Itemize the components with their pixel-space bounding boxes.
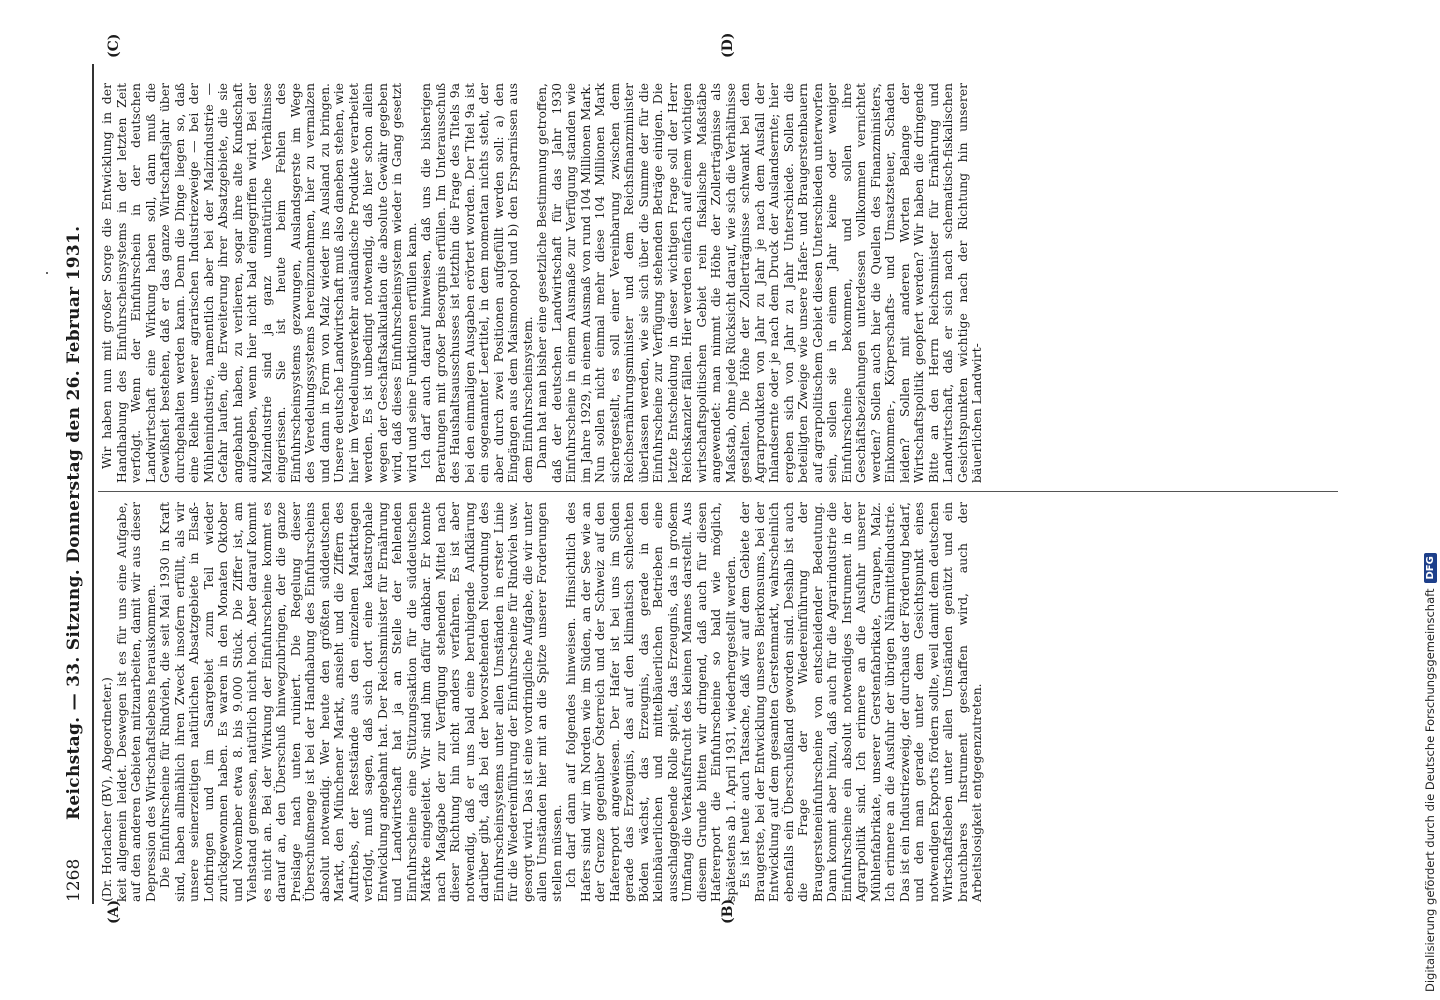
paragraph: Ich darf dann auf folgendes hinweisen. Hinsichtlich des Hafers sind wir im Norden wie im Süden, an der See wie an der Grenze gegenüber Österreich und der Schweiz auf den Hafererport angewiesen. Der Hafer ist bei uns im Süden gerade das Erzeugnis, das auf den klimatisch schlechten Böden wächst, das Erzeugnis, das gerade in den kleinbäuerlichen und mittelbäuerlichen Betrieben eine ausschlaggebende Rolle spielt, das Erzeugnis, das in großem Umfang die Verkaufsfrucht des kleinen Mannes darstellt. Aus diesem Grunde bitten wir dringend, daß auch für diesen Hafererport die Einfuhrscheine so bald wie möglich, spätestens ab 1. April 1931, wiederhergestellt werden.: [563, 502, 738, 902]
scan-speck: [46, 272, 48, 274]
speaker-line: (Dr. Horlacher (BV), Abgeordneter.): [99, 677, 114, 902]
left-text-column: [100, 502, 985, 902]
page-header-title: Reichstag. — 33. Sitzung. Donnerstag den 26. Februar 1931.: [64, 225, 84, 820]
column-rule: [98, 491, 1338, 492]
right-text-column: [100, 83, 985, 483]
paragraph: Die Einfuhrscheine für Rindvieh, die seit Mai 1930 in Kraft sind, haben allmählich ihren Zweck insofern erfüllt, als wir unsere seinerzeitigen natürlichen Absatzgebiete in Elsaß-Lothringen und im Saargebiet zum Teil wieder zurückgewonnen haben. Es waren in den Monaten Oktober und November etwa 8. bis 9.000 Stück. Die Ziffer ist, am Viehstand gemessen, natürlich nicht hoch. Aber darauf kommt es nicht an. Bei der Wirkung der Einfuhrscheine kommt es darauf an, den Überschuß hinwegzubringen, der die ganze Preislage nach unten ruiniert. Die Regelung dieser Überschußmenge ist bei der Handhabung des Einfuhrscheins absolut notwendig. Wer heute den größten süddeutschen Markt, den Münchener Markt, ansieht und die Ziffern des Auftriebs, der Reststände aus den einzelnen Markttagen verfolgt, muß sagen, daß sich dort eine katastrophale Entwicklung angebahnt hat. Der Reichsminister für Ernährung und Landwirtschaft hat ja an Stelle der fehlenden Einfuhrscheine eine Stützungsaktion für die süddeutschen Märkte eingeleitet. Wir sind ihm dafür dankbar. Er konnte nach Maßgabe der zur Verfügung stehenden Mittel nach dieser Richtung hin nicht anders verfahren. Es ist aber notwendig, daß er uns bald eine beruhigende Aufklärung darüber gibt, daß bei der bevorstehenden Neuordnung des Einfuhrscheinsystems unter allen Umständen in erster Linie für die Wiedereinführung der Einfuhrscheine für Rindvieh usw. gesorgt wird. Das ist eine vordringliche Aufgabe, die wir unter allen Umständen hier mit an die Spitze unserer Forderungen stellen müssen.: [157, 502, 564, 902]
page-number: 1268: [64, 858, 84, 902]
funding-credit: [1420, 0, 1440, 1000]
margin-marker-a: (A): [106, 899, 122, 924]
paragraph: keit allgemein leidet. Deswegen ist es für uns eine Aufgabe, auf den anderen Gebieten mitzuarbeiten, damit wir aus dieser Depression des Wirtschaftslebens herauskommen.: [113, 502, 158, 902]
margin-marker-d: (D): [720, 32, 736, 58]
paragraph: Es ist heute auch Tatsache, daß wir auf dem Gebiete der Braugerste, bei der Entwicklung unseres Bierkonsums, bei der Entwicklung auf dem gesamten Gerstenmarkt, wahrscheinlich ebenfalls ein Überschußland geworden sind. Deshalb ist auch die Frage der Wiedereinführung der Braugersteneinfuhrscheine von entscheidender Bedeutung. Dann kommt aber hinzu, daß auch für die Agrarindustrie die Einfuhrscheine ein absolut notwendiges Instrument in der Agrarpolitik sind. Ich erinnere an die Ausfuhr unserer Mühlenfabrikate, unserer Gerstenfabrikate, Graupen, Malz. Ich erinnere an die Ausfuhr der übrigen Nährmittelindustrie. Das ist ein Industriezweig, der durchaus der Förderung bedarf, und den man gerade unter dem Gesichtspunkt eines notwendigen Exports fördern sollte, weil damit dem deutschen Wirtschaftsleben unter allen Umständen genützt und ein brauchbares Instrument geschaffen wird, auch der Arbeitslosigkeit entgegenzutreten.: [737, 502, 984, 902]
margin-marker-b: (B): [720, 898, 736, 924]
paragraph: Dann hat man bisher eine gesetzliche Bestimmung getroffen, daß der deutschen Landwirtschaft für das Jahr 1930 Einfuhrscheine in einem Ausmaße zur Verfügung standen wie im Jahre 1929, in einem Ausmaß von rund 104 Millionen Mark. Nun sollen nicht einmal mehr diese 104 Millionen Mark sichergestellt, es soll einer Vereinbarung zwischen dem Reichsernährungsminister und dem Reichsfinanzminister überlassen werden, wie sie sich über die Summe der für die Einfuhrscheine zur Verfügung stehenden Beträge einigen. Die letzte Entscheidung in dieser wichtigen Frage soll der Herr Reichskanzler fällen. Hier werden einfach auf einem wichtigen wirtschaftspolitischen Gebiet rein fiskalische Maßstäbe angewendet: man nimmt die Höhe der Zollerträgnisse als Maßstab, ohne jede Rücksicht darauf, wie sich die Verhältnisse gestalten. Die Höhe der Zollerträgnisse schwankt bei den Agrarprodukten von Jahr zu Jahr je nach dem Ausfall der Inlandsernte oder je nach dem Druck der Auslandsernte; hier ergeben sich von Jahr zu Jahr Unterschiede. Sollen die beteiligten Zweige wie unsere Hafer- und Braugerstenbauern auf agrarpolitischem Gebiet diesen Unterschieden unterworfen sein, sollen sie in einem Jahr keine oder weniger Einfuhrscheine bekommen, und sollen ihre Geschäftsbeziehungen unterdessen vollkommen vernichtet werden? Sollen auch hier die Quellen des Finanzministers, Einkommen-, Körperschafts- und Umsatzsteuer, Schaden leiden? Sollen mit anderen Worten Belange der Wirtschaftspolitik geopfert werden? Wir haben die dringende Bitte an den Herrn Reichsminister für Ernährung und Landwirtschaft, daß er sich nach schematisch-fiskalischen Gesichtspunkten wichtige nach der Richtung hin unserer bäuerlichen Landwirt-: [534, 83, 984, 483]
header-rule: [92, 64, 94, 904]
paragraph: Ich darf auch darauf hinweisen, daß uns die bisherigen Beratungen mit großer Besorgnis erfüllen. Im Unterausschuß des Haushaltsausschusses ist letzthin die Frage des Titels 9a bei den einmaligen Ausgaben erörtert worden. Der Titel 9a ist ein sogenannter Leertitel, in dem momentan nichts steht, der aber durch zwei Positionen aufgefüllt werden soll: a) den Eingängen aus dem Maismonopol und b) den Ersparnissen aus dem Einfuhrscheinsystem.: [418, 83, 535, 483]
funding-credit-text: Digitalisierung gefördert durch die Deutsche Forschungsgemeinschaft: [1423, 588, 1437, 992]
margin-marker-c: (C): [106, 33, 122, 58]
dfg-logo: DFG: [1424, 553, 1437, 582]
paragraph: Wir haben nun mit großer Sorge die Entwicklung in der Handhabung des Einfuhrscheinsystems in der letzten Zeit verfolgt. Wenn der Einfuhrschein in der deutschen Landwirtschaft eine Wirkung haben soll, dann muß die Gewißheit bestehen, daß er das ganze Wirtschaftsjahr über durchgehalten werden kann. Denn die Dinge liegen so, daß eine Reihe unserer agrarischen Industriezweige — bei der Mühlenindustrie, namentlich aber bei der Malzindustrie — Gefahr laufen, die Erweiterung ihrer Absatzgebiete, die sie angebahnt haben, zu verlieren, sogar ihre alte Kundschaft aufzugeben, wenn hier nicht bald eingegriffen wird. Bei der Malzindustrie sind ja ganz unnatürliche Verhältnisse eingerissen. Sie ist heute beim Fehlen des Einfuhrscheinsystems gezwungen, Auslandsgerste im Wege des Veredelungssystems hereinzunehmen, hier zu vermalzen und dann in Form von Malz wieder ins Ausland zu bringen. Unsere deutsche Landwirtschaft muß also daneben stehen, wie hier im Veredelungsverkehr ausländische Produkte verarbeitet werden. Es ist unbedingt notwendig, daß hier schon allein wegen der Geschäftskalkulation die absolute Gewähr gegeben wird, daß dieses Einfuhrscheinsystem wieder in Gang gesetzt wird und seine Funktionen erfüllen kann.: [99, 83, 419, 483]
